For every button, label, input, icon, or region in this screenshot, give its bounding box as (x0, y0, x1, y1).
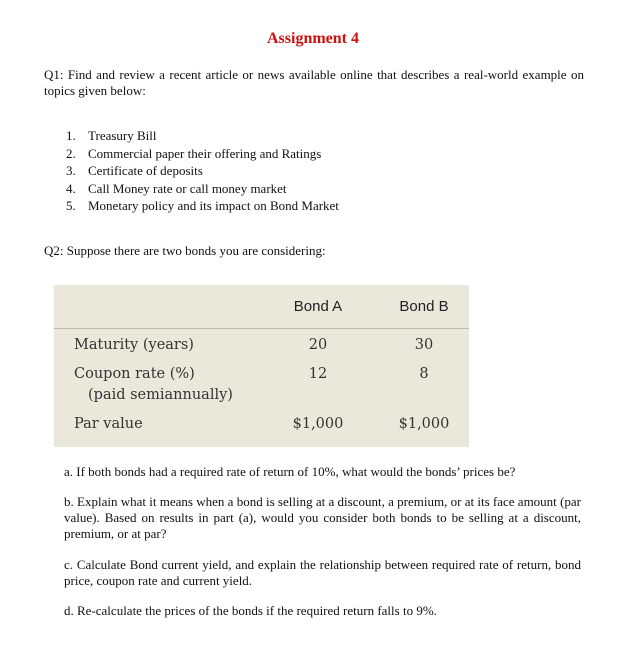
row-sublabel-coupon: (paid semiannually) (88, 387, 233, 403)
list-item-text: Certificate of deposits (88, 163, 203, 178)
row-label-maturity: Maturity (years) (74, 337, 194, 353)
list-item (66, 145, 339, 163)
header-bond-b: Bond B (399, 298, 449, 315)
part-c: c. Calculate Bond current yield, and explain the relationship between required rate of return, bond price, coupon rate and current yield. (64, 557, 581, 588)
list-item-number: 5. (66, 198, 76, 213)
list-item-number: 4. (66, 180, 76, 196)
part-d: d. Re-calculate the prices of the bonds if the required return falls to 9%. (64, 603, 437, 618)
bond-table (54, 285, 469, 447)
part-b: b. Explain what it means when a bond is selling at a discount, a premium, or at its face amount (par value). Based on results in part (a), would you consider both bonds to be selling at a discount, premium, or at par? (64, 494, 581, 541)
list-item (66, 127, 339, 145)
question-1: Q1: Find and review a recent article or news available online that describes a real-world example on topics given below: (44, 67, 584, 98)
list-item-number: 1. (66, 128, 76, 143)
row-label-coupon: Coupon rate (%) (74, 366, 195, 382)
cell-coupon-a: 12 (308, 366, 328, 382)
list-item (66, 197, 339, 215)
list-item (66, 162, 339, 180)
cell-maturity-a: 20 (308, 337, 328, 353)
list-item-text: Monetary policy and its impact on Bond Market (88, 198, 339, 213)
cell-coupon-b: 8 (419, 366, 429, 382)
cell-par-b: $1,000 (398, 416, 450, 432)
row-label-par-value: Par value (74, 416, 143, 432)
question-2: Q2: Suppose there are two bonds you are considering: (44, 243, 326, 258)
list-item-number: 2. (66, 145, 76, 161)
cell-par-a: $1,000 (292, 416, 344, 432)
list-item-text: Treasury Bill (88, 128, 157, 143)
list-item (66, 180, 339, 198)
page-title: Assignment 4 (266, 30, 359, 47)
list-item-text: Commercial paper their offering and Ratings (88, 145, 322, 161)
header-bond-a: Bond A (293, 298, 343, 315)
list-item-text: Call Money rate or call money market (88, 180, 287, 196)
part-a: a. If both bonds had a required rate of return of 10%, what would the bonds’ prices be? (64, 464, 516, 479)
list-item-number: 3. (66, 163, 76, 178)
cell-maturity-b: 30 (414, 337, 434, 353)
table-header (54, 285, 469, 329)
topic-list (66, 127, 339, 215)
